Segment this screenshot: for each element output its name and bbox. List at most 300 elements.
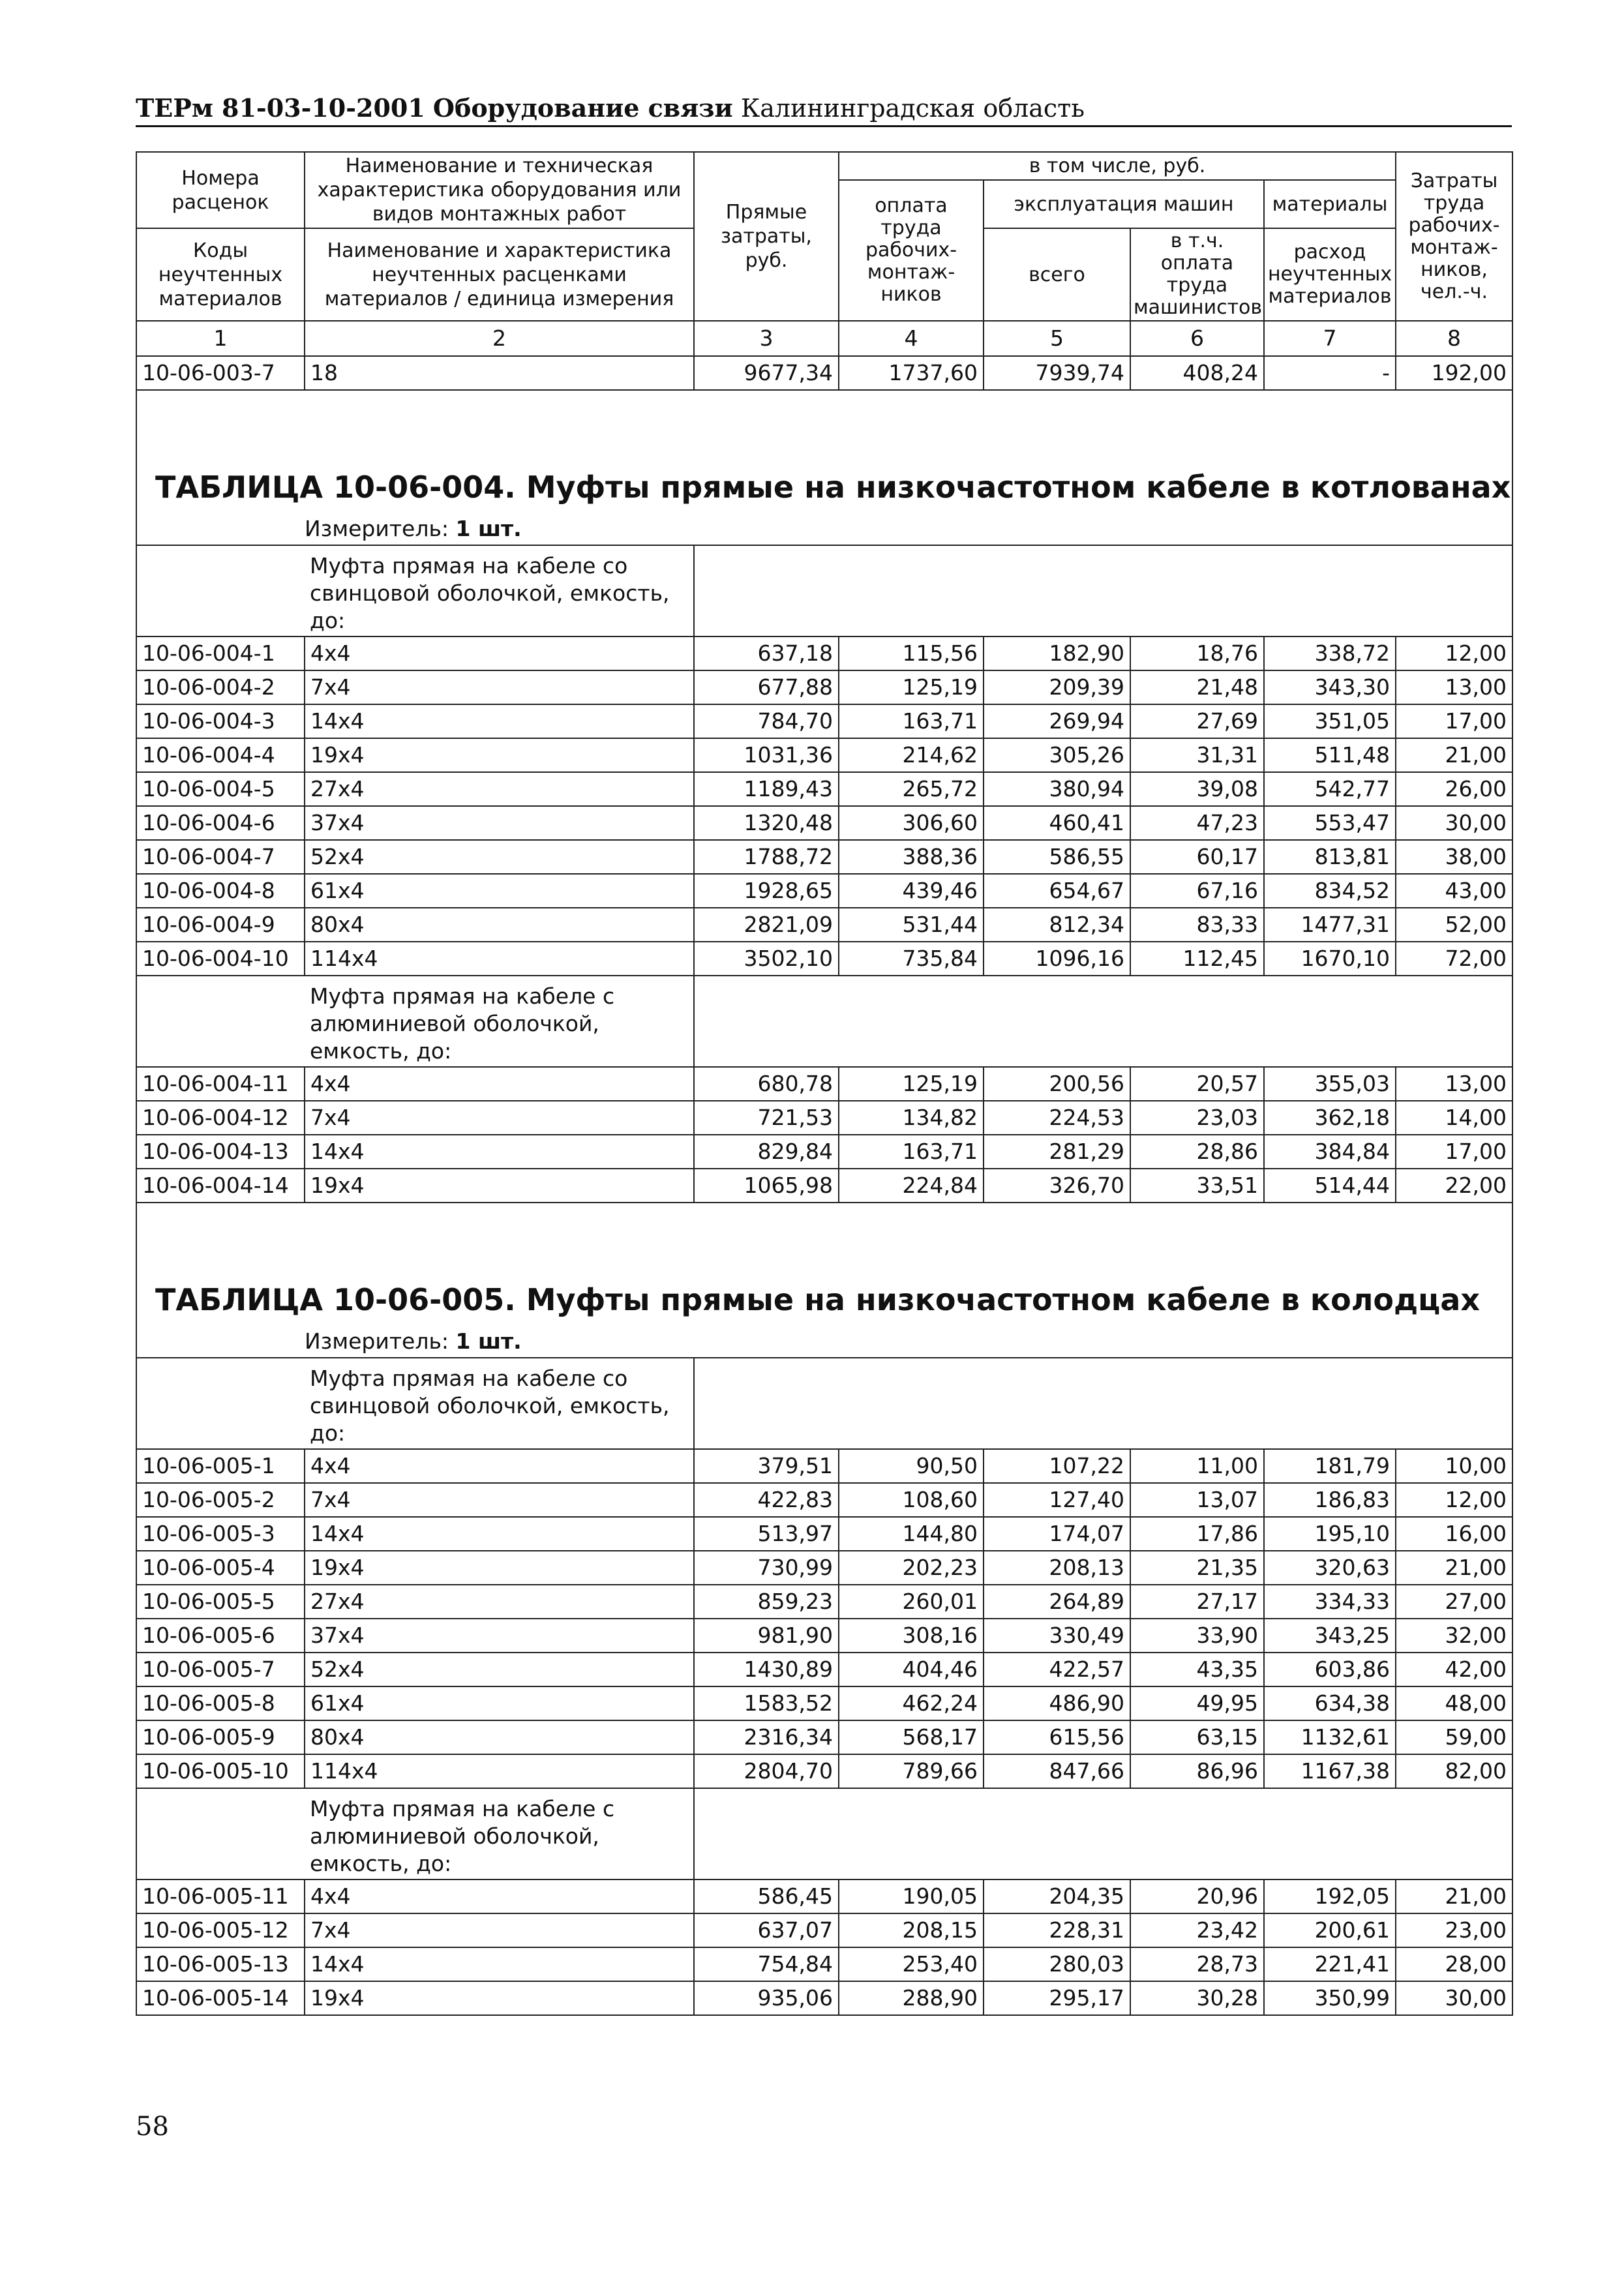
machines-wages-cost: 33,51 <box>1130 1169 1264 1203</box>
col-codes-header: Коды неучтенных материалов <box>136 228 305 321</box>
machines-wages-cost: 28,86 <box>1130 1135 1264 1169</box>
group-blank <box>136 1788 305 1879</box>
table-row <box>136 1135 1512 1169</box>
col-num-2: 2 <box>305 321 694 356</box>
machines-wages-cost: 33,90 <box>1130 1619 1264 1653</box>
materials-cost: 362,18 <box>1264 1101 1396 1135</box>
col-num-4: 4 <box>839 321 984 356</box>
direct-costs: 2316,34 <box>694 1720 839 1754</box>
machines-cost: 847,66 <box>984 1754 1130 1788</box>
rate-code: 10-06-004-12 <box>136 1101 305 1135</box>
wages-cost: 208,15 <box>839 1913 984 1947</box>
labor-cost: 48,00 <box>1396 1686 1512 1720</box>
machines-cost: 305,26 <box>984 738 1130 772</box>
rate-code: 10-06-005-14 <box>136 1981 305 2015</box>
col-machines-total-header: всего <box>984 228 1130 321</box>
group-blank-rest <box>694 545 1512 636</box>
table-row <box>136 874 1512 908</box>
wages-cost: 306,60 <box>839 806 984 840</box>
machines-cost: 380,94 <box>984 772 1130 806</box>
direct-costs: 829,84 <box>694 1135 839 1169</box>
table-row <box>136 942 1512 976</box>
meter-blank <box>136 513 305 545</box>
group-heading-row <box>136 1358 1512 1449</box>
rate-name: 52х4 <box>305 1653 694 1686</box>
rate-name: 4х4 <box>305 1449 694 1483</box>
machines-cost: 486,90 <box>984 1686 1130 1720</box>
direct-costs: 379,51 <box>694 1449 839 1483</box>
rate-code: 10-06-003-7 <box>136 356 305 390</box>
table-row <box>136 806 1512 840</box>
meter <box>305 1326 1512 1358</box>
direct-costs: 1320,48 <box>694 806 839 840</box>
rate-name: 61х4 <box>305 874 694 908</box>
meter <box>305 513 1512 545</box>
spacer-cell <box>136 1203 1512 1274</box>
materials-cost: 542,77 <box>1264 772 1396 806</box>
machines-wages-cost: 17,86 <box>1130 1517 1264 1551</box>
materials-cost: 553,47 <box>1264 806 1396 840</box>
machines-cost: 1096,16 <box>984 942 1130 976</box>
meter-label: Измеритель: <box>305 1328 449 1354</box>
meter-row <box>136 513 1512 545</box>
machines-cost: 281,29 <box>984 1135 1130 1169</box>
machines-wages-cost: 18,76 <box>1130 636 1264 670</box>
rate-name: 114х4 <box>305 942 694 976</box>
group-blank <box>136 976 305 1067</box>
rate-code: 10-06-005-9 <box>136 1720 305 1754</box>
table-row <box>136 1981 1512 2015</box>
table-title-row <box>136 1274 1512 1326</box>
direct-costs: 3502,10 <box>694 942 839 976</box>
col-including-header: в том числе, руб. <box>839 152 1396 180</box>
labor-cost: 38,00 <box>1396 840 1512 874</box>
rate-code: 10-06-004-6 <box>136 806 305 840</box>
wages-cost: 90,50 <box>839 1449 984 1483</box>
direct-costs: 859,23 <box>694 1585 839 1619</box>
rate-name: 27х4 <box>305 1585 694 1619</box>
table-title: ТАБЛИЦА 10-06-004. Муфты прямые на низкочастотном кабеле в котлованах <box>136 461 1512 513</box>
rate-name: 7х4 <box>305 670 694 704</box>
group-heading: Муфта прямая на кабеле с алюминиевой оболочкой, емкость, до: <box>305 976 694 1067</box>
labor-cost: 22,00 <box>1396 1169 1512 1203</box>
direct-costs: 1928,65 <box>694 874 839 908</box>
meter-label: Измеритель: <box>305 516 449 541</box>
materials-cost: 350,99 <box>1264 1981 1396 2015</box>
rate-name: 80х4 <box>305 1720 694 1754</box>
col-labor-header: Затраты труда рабочих-монтаж-ников, чел.-ч. <box>1396 152 1512 321</box>
group-heading-row <box>136 545 1512 636</box>
group-heading: Муфта прямая на кабеле со свинцовой оболочкой, емкость, до: <box>305 1358 694 1449</box>
direct-costs: 754,84 <box>694 1947 839 1981</box>
machines-cost: 107,22 <box>984 1449 1130 1483</box>
table-row <box>136 1517 1512 1551</box>
wages-cost: 388,36 <box>839 840 984 874</box>
machines-cost: 586,55 <box>984 840 1130 874</box>
rate-name: 19х4 <box>305 1981 694 2015</box>
wages-cost: 735,84 <box>839 942 984 976</box>
group-heading: Муфта прямая на кабеле со свинцовой оболочкой, емкость, до: <box>305 545 694 636</box>
machines-wages-cost: 21,35 <box>1130 1551 1264 1585</box>
labor-cost: 42,00 <box>1396 1653 1512 1686</box>
machines-cost: 295,17 <box>984 1981 1130 2015</box>
section-spacer <box>136 1203 1512 1274</box>
direct-costs: 9677,34 <box>694 356 839 390</box>
group-blank-rest <box>694 1358 1512 1449</box>
table-row <box>136 772 1512 806</box>
wages-cost: 163,71 <box>839 1135 984 1169</box>
machines-wages-cost: 23,42 <box>1130 1913 1264 1947</box>
materials-cost: 634,38 <box>1264 1686 1396 1720</box>
direct-costs: 637,18 <box>694 636 839 670</box>
col-numbers-header: Номера расценок <box>136 152 305 228</box>
labor-cost: 43,00 <box>1396 874 1512 908</box>
rate-code: 10-06-005-7 <box>136 1653 305 1686</box>
table-row <box>136 670 1512 704</box>
machines-cost: 812,34 <box>984 908 1130 942</box>
group-heading-row <box>136 1788 1512 1879</box>
rate-code: 10-06-005-5 <box>136 1585 305 1619</box>
machines-wages-cost: 86,96 <box>1130 1754 1264 1788</box>
col-num-3: 3 <box>694 321 839 356</box>
rate-name: 114х4 <box>305 1754 694 1788</box>
section-spacer <box>136 390 1512 461</box>
machines-cost: 224,53 <box>984 1101 1130 1135</box>
labor-cost: 52,00 <box>1396 908 1512 942</box>
rate-code: 10-06-005-11 <box>136 1879 305 1913</box>
labor-cost: 32,00 <box>1396 1619 1512 1653</box>
machines-cost: 200,56 <box>984 1067 1130 1101</box>
rates-table <box>136 151 1513 2016</box>
labor-cost: 26,00 <box>1396 772 1512 806</box>
direct-costs: 2804,70 <box>694 1754 839 1788</box>
direct-costs: 730,99 <box>694 1551 839 1585</box>
materials-cost: 338,72 <box>1264 636 1396 670</box>
direct-costs: 1189,43 <box>694 772 839 806</box>
materials-cost: 1477,31 <box>1264 908 1396 942</box>
labor-cost: 82,00 <box>1396 1754 1512 1788</box>
doc-subject: Оборудование связи <box>432 93 733 123</box>
direct-costs: 422,83 <box>694 1483 839 1517</box>
machines-wages-cost: 11,00 <box>1130 1449 1264 1483</box>
materials-cost: 320,63 <box>1264 1551 1396 1585</box>
materials-cost: 351,05 <box>1264 704 1396 738</box>
rate-code: 10-06-004-7 <box>136 840 305 874</box>
machines-wages-cost: 60,17 <box>1130 840 1264 874</box>
materials-cost: 192,05 <box>1264 1879 1396 1913</box>
direct-costs: 721,53 <box>694 1101 839 1135</box>
rate-name: 4х4 <box>305 1067 694 1101</box>
labor-cost: 30,00 <box>1396 806 1512 840</box>
rate-name: 14х4 <box>305 704 694 738</box>
direct-costs: 1430,89 <box>694 1653 839 1686</box>
rate-code: 10-06-004-3 <box>136 704 305 738</box>
labor-cost: 16,00 <box>1396 1517 1512 1551</box>
wages-cost: 404,46 <box>839 1653 984 1686</box>
materials-cost: 221,41 <box>1264 1947 1396 1981</box>
direct-costs: 1583,52 <box>694 1686 839 1720</box>
wages-cost: 125,19 <box>839 670 984 704</box>
machines-cost: 330,49 <box>984 1619 1130 1653</box>
table-row <box>136 1720 1512 1754</box>
machines-wages-cost: 408,24 <box>1130 356 1264 390</box>
group-blank <box>136 545 305 636</box>
machines-cost: 204,35 <box>984 1879 1130 1913</box>
col-num-8: 8 <box>1396 321 1512 356</box>
table-title-row <box>136 461 1512 513</box>
table-row <box>136 840 1512 874</box>
machines-wages-cost: 21,48 <box>1130 670 1264 704</box>
table-row <box>136 1686 1512 1720</box>
rate-name: 52х4 <box>305 840 694 874</box>
direct-costs: 680,78 <box>694 1067 839 1101</box>
col-num-6: 6 <box>1130 321 1264 356</box>
machines-wages-cost: 83,33 <box>1130 908 1264 942</box>
wages-cost: 1737,60 <box>839 356 984 390</box>
machines-cost: 326,70 <box>984 1169 1130 1203</box>
wages-cost: 202,23 <box>839 1551 984 1585</box>
rate-code: 10-06-004-2 <box>136 670 305 704</box>
group-blank-rest <box>694 1788 1512 1879</box>
table-row <box>136 1754 1512 1788</box>
machines-cost: 174,07 <box>984 1517 1130 1551</box>
materials-cost: 343,30 <box>1264 670 1396 704</box>
col-num-5: 5 <box>984 321 1130 356</box>
table-row <box>136 908 1512 942</box>
direct-costs: 1065,98 <box>694 1169 839 1203</box>
column-numbers-row <box>136 321 1512 356</box>
labor-cost: 72,00 <box>1396 942 1512 976</box>
rate-name: 4х4 <box>305 636 694 670</box>
doc-region: Калининградская область <box>740 94 1085 123</box>
machines-cost: 615,56 <box>984 1720 1130 1754</box>
materials-cost: 355,03 <box>1264 1067 1396 1101</box>
group-heading-row <box>136 976 1512 1067</box>
machines-wages-cost: 112,45 <box>1130 942 1264 976</box>
machines-wages-cost: 63,15 <box>1130 1720 1264 1754</box>
rate-code: 10-06-004-1 <box>136 636 305 670</box>
table-row <box>136 1483 1512 1517</box>
direct-costs: 935,06 <box>694 1981 839 2015</box>
rate-code: 10-06-005-13 <box>136 1947 305 1981</box>
rate-code: 10-06-005-3 <box>136 1517 305 1551</box>
wages-cost: 214,62 <box>839 738 984 772</box>
rate-name: 27х4 <box>305 772 694 806</box>
rate-name: 7х4 <box>305 1483 694 1517</box>
rate-code: 10-06-005-6 <box>136 1619 305 1653</box>
wages-cost: 439,46 <box>839 874 984 908</box>
materials-cost: 813,81 <box>1264 840 1396 874</box>
rate-code: 10-06-005-10 <box>136 1754 305 1788</box>
machines-cost: 269,94 <box>984 704 1130 738</box>
materials-cost: 384,84 <box>1264 1135 1396 1169</box>
rate-name: 37х4 <box>305 1619 694 1653</box>
rate-code: 10-06-004-11 <box>136 1067 305 1101</box>
materials-cost: 514,44 <box>1264 1169 1396 1203</box>
machines-wages-cost: 20,57 <box>1130 1067 1264 1101</box>
labor-cost: 13,00 <box>1396 670 1512 704</box>
machines-wages-cost: 49,95 <box>1130 1686 1264 1720</box>
direct-costs: 2821,09 <box>694 908 839 942</box>
machines-cost: 280,03 <box>984 1947 1130 1981</box>
col-machines-wages-header: в т.ч. оплата труда машинистов <box>1130 228 1264 321</box>
table-row <box>136 1169 1512 1203</box>
labor-cost: 59,00 <box>1396 1720 1512 1754</box>
materials-cost: 181,79 <box>1264 1449 1396 1483</box>
rate-code: 10-06-004-9 <box>136 908 305 942</box>
machines-cost: 460,41 <box>984 806 1130 840</box>
rate-name: 61х4 <box>305 1686 694 1720</box>
machines-wages-cost: 23,03 <box>1130 1101 1264 1135</box>
machines-wages-cost: 43,35 <box>1130 1653 1264 1686</box>
rate-name: 18 <box>305 356 694 390</box>
doc-code: ТЕРм 81-03-10-2001 <box>136 93 425 123</box>
materials-cost: 334,33 <box>1264 1585 1396 1619</box>
table-row <box>136 1913 1512 1947</box>
col-wages-header: оплата труда рабочих-монтаж-ников <box>839 180 984 321</box>
labor-cost: 21,00 <box>1396 1551 1512 1585</box>
wages-cost: 308,16 <box>839 1619 984 1653</box>
table-row <box>136 704 1512 738</box>
rate-name: 4х4 <box>305 1879 694 1913</box>
machines-wages-cost: 67,16 <box>1130 874 1264 908</box>
machines-cost: 209,39 <box>984 670 1130 704</box>
table-row <box>136 1067 1512 1101</box>
wages-cost: 253,40 <box>839 1947 984 1981</box>
wages-cost: 144,80 <box>839 1517 984 1551</box>
materials-cost: 1132,61 <box>1264 1720 1396 1754</box>
col-machines-header: эксплуатация машин <box>984 180 1264 228</box>
materials-cost: - <box>1264 356 1396 390</box>
col-num-1: 1 <box>136 321 305 356</box>
wages-cost: 125,19 <box>839 1067 984 1101</box>
machines-cost: 208,13 <box>984 1551 1130 1585</box>
rate-code: 10-06-005-12 <box>136 1913 305 1947</box>
labor-cost: 23,00 <box>1396 1913 1512 1947</box>
table-row <box>136 738 1512 772</box>
labor-cost: 13,00 <box>1396 1067 1512 1101</box>
page-header <box>136 91 1512 127</box>
rate-code: 10-06-004-13 <box>136 1135 305 1169</box>
rate-code: 10-06-004-4 <box>136 738 305 772</box>
rate-code: 10-06-005-4 <box>136 1551 305 1585</box>
spacer-cell <box>136 390 1512 461</box>
labor-cost: 30,00 <box>1396 1981 1512 2015</box>
machines-wages-cost: 31,31 <box>1130 738 1264 772</box>
labor-cost: 12,00 <box>1396 636 1512 670</box>
rate-code: 10-06-005-1 <box>136 1449 305 1483</box>
col-num-7: 7 <box>1264 321 1396 356</box>
labor-cost: 14,00 <box>1396 1101 1512 1135</box>
direct-costs: 586,45 <box>694 1879 839 1913</box>
rate-name: 14х4 <box>305 1135 694 1169</box>
materials-cost: 343,25 <box>1264 1619 1396 1653</box>
col-name-header: Наименование и техническая характеристика оборудования или видов монтажных работ <box>305 152 694 228</box>
labor-cost: 27,00 <box>1396 1585 1512 1619</box>
labor-cost: 17,00 <box>1396 1135 1512 1169</box>
machines-wages-cost: 20,96 <box>1130 1879 1264 1913</box>
wages-cost: 260,01 <box>839 1585 984 1619</box>
labor-cost: 21,00 <box>1396 1879 1512 1913</box>
machines-cost: 422,57 <box>984 1653 1130 1686</box>
wages-cost: 163,71 <box>839 704 984 738</box>
rate-code: 10-06-004-14 <box>136 1169 305 1203</box>
table-row <box>136 1449 1512 1483</box>
direct-costs: 513,97 <box>694 1517 839 1551</box>
table-row <box>136 1101 1512 1135</box>
table-row <box>136 1551 1512 1585</box>
wages-cost: 108,60 <box>839 1483 984 1517</box>
wages-cost: 190,05 <box>839 1879 984 1913</box>
rate-name: 19х4 <box>305 1551 694 1585</box>
machines-wages-cost: 47,23 <box>1130 806 1264 840</box>
rate-name: 7х4 <box>305 1101 694 1135</box>
table-row <box>136 1585 1512 1619</box>
materials-cost: 603,86 <box>1264 1653 1396 1686</box>
direct-costs: 637,07 <box>694 1913 839 1947</box>
machines-wages-cost: 13,07 <box>1130 1483 1264 1517</box>
rate-name: 80х4 <box>305 908 694 942</box>
labor-cost: 10,00 <box>1396 1449 1512 1483</box>
machines-wages-cost: 30,28 <box>1130 1981 1264 2015</box>
labor-cost: 192,00 <box>1396 356 1512 390</box>
materials-cost: 195,10 <box>1264 1517 1396 1551</box>
col-materials-header: материалы <box>1264 180 1396 228</box>
direct-costs: 784,70 <box>694 704 839 738</box>
rate-name: 14х4 <box>305 1517 694 1551</box>
direct-costs: 1788,72 <box>694 840 839 874</box>
wages-cost: 789,66 <box>839 1754 984 1788</box>
table-row <box>136 1879 1512 1913</box>
group-heading: Муфта прямая на кабеле с алюминиевой оболочкой, емкость, до: <box>305 1788 694 1879</box>
labor-cost: 17,00 <box>1396 704 1512 738</box>
table-title: ТАБЛИЦА 10-06-005. Муфты прямые на низкочастотном кабеле в колодцах <box>136 1274 1512 1326</box>
rate-code: 10-06-005-2 <box>136 1483 305 1517</box>
col-materials-spend-header: расход неучтенных материалов <box>1264 228 1396 321</box>
machines-wages-cost: 27,69 <box>1130 704 1264 738</box>
materials-cost: 834,52 <box>1264 874 1396 908</box>
table-row <box>136 1619 1512 1653</box>
rate-code: 10-06-005-8 <box>136 1686 305 1720</box>
col-direct-header: Прямые затраты, руб. <box>694 152 839 321</box>
machines-cost: 654,67 <box>984 874 1130 908</box>
materials-cost: 1167,38 <box>1264 1754 1396 1788</box>
wages-cost: 462,24 <box>839 1686 984 1720</box>
wages-cost: 265,72 <box>839 772 984 806</box>
direct-costs: 677,88 <box>694 670 839 704</box>
labor-cost: 28,00 <box>1396 1947 1512 1981</box>
table-row <box>136 356 1512 390</box>
group-blank <box>136 1358 305 1449</box>
meter-row <box>136 1326 1512 1358</box>
wages-cost: 531,44 <box>839 908 984 942</box>
materials-cost: 1670,10 <box>1264 942 1396 976</box>
rate-name: 7х4 <box>305 1913 694 1947</box>
col-name-materials-header: Наименование и характеристика неучтенных расценками материалов / единица измерения <box>305 228 694 321</box>
direct-costs: 1031,36 <box>694 738 839 772</box>
labor-cost: 21,00 <box>1396 738 1512 772</box>
machines-cost: 127,40 <box>984 1483 1130 1517</box>
wages-cost: 134,82 <box>839 1101 984 1135</box>
group-blank-rest <box>694 976 1512 1067</box>
rate-code: 10-06-004-8 <box>136 874 305 908</box>
header-row-1 <box>136 152 1512 180</box>
meter-value: 1 шт. <box>455 1328 522 1354</box>
table-row <box>136 636 1512 670</box>
wages-cost: 115,56 <box>839 636 984 670</box>
machines-wages-cost: 28,73 <box>1130 1947 1264 1981</box>
machines-cost: 264,89 <box>984 1585 1130 1619</box>
